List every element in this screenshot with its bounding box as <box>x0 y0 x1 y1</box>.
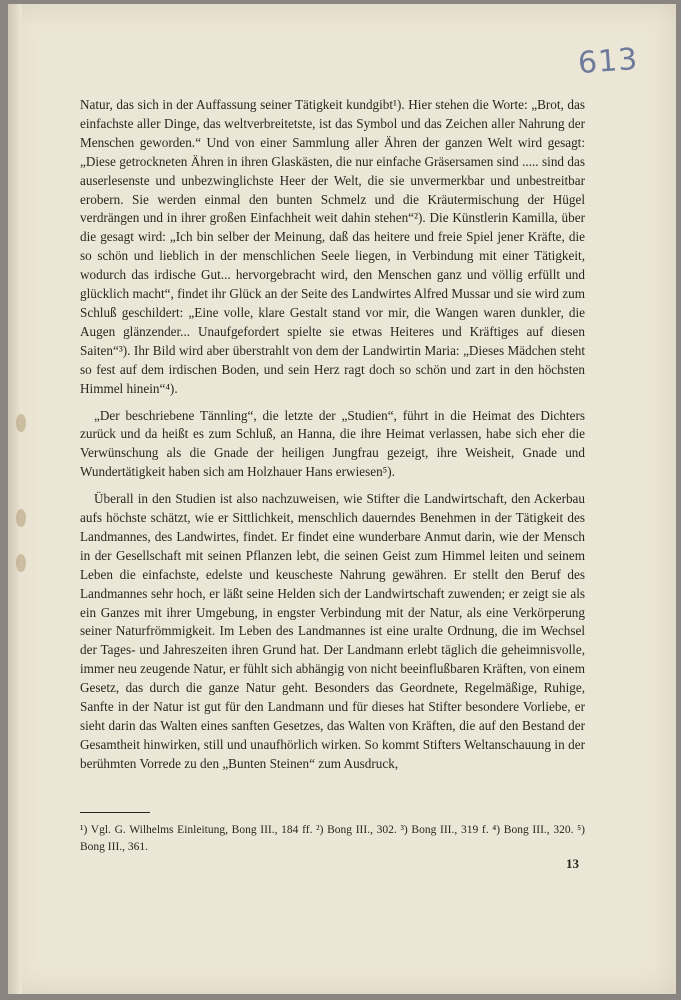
footnote-rule <box>80 812 150 813</box>
binding-stain <box>16 414 26 432</box>
page-number: 13 <box>566 856 579 871</box>
handwritten-folio-number: 613 <box>576 41 640 82</box>
paragraph: „Der beschriebene Tännling“, die letzte der „Studien“, führt in die Heimat des Dichters zurück und da heißt es zum Schluß, an Hanna, die ihre Heimat verlassen, habe sich eher die Verwünschung als die Gnade der heiligen Jungfrau gezeigt, ihre Weisheit, Gnade und Wundertätigkeit haben sich am Holzhauer Hans erwiesen⁵). <box>80 407 585 480</box>
binding-stain <box>16 509 26 527</box>
paragraph: Überall in den Studien ist also nachzuweisen, wie Stifter die Landwirtschaft, den Ackerbau aufs höchste schätzt, wie er Sittlichkeit, menschlich dauerndes Benehmen in der Tätigkeit des Landmannes, des Landwirtes, findet. Er findet eine wunderbare Anmut darin, wie der Mensch in der Gesellschaft mit seinen Pflanzen lebt, die seinen Geist zum Himmel leiten und seinem Leben die einfachste, edelste und keuscheste Nahrung gewähren. Er stellt den Beruf des Landmannes sehr hoch, er läßt seine Helden sich der Landwirtschaft zuwenden; er zeigt sie als ein Ganzes mit ihrer Umgebung, in engster Verbindung mit der Natur, als eine Verkörperung seiner Naturfrömmigkeit. Im Leben des Landmannes ist eine uralte Ordnung, die im Wechsel der Tages- und Jahreszeiten ihren Grund hat. Der Landmann erlebt täglich die geheimnisvolle, immer neu zeugende Natur, er fühlt sich abhängig von nicht beeinflußbaren Kräften, von einem Gesetz, das durch die ganze Natur geht. Besonders das Geordnete, Regelmäßige, Ruhige, Sanfte in der Natur ist gut für den Landmann und für dieses hat Stifter besondere Vorliebe, er sieht darin das Walten eines sanften Gesetzes, das Walten von Kräften, die auf den Bestand der Gesamtheit hinwirken, still und unaufhörlich wirken. So kommt Stifters Weltanschauung in der berühmten Vorrede zu den „Bunten Steinen“ zum Ausdruck, <box>80 491 585 771</box>
body-text <box>80 96 585 782</box>
paragraph: Natur, das sich in der Auffassung seiner Tätigkeit kundgibt¹). Hier stehen die Worte: „Brot, das einfachste aller Dinge, das weltverbreitetste, ist das Symbol und das Zeichen aller Nahrung der Menschen geworden.“ Und von einer Sammlung aller Ähren der ganzen Welt wird gesagt: „Diese getrockneten Ähren in ihren Glaskästen, die nur einfache Gräsersamen sind ..... sind das auserlesenste und unbezwinglichste Heer der Welt, die sie unvermerkbar und unbestreitbar erobern. Sie werden einmal den bunten Schmelz und die Kräutermischung der Hügel verdrängen und in ihrer großen Einfachheit weit dahin stehen“²). Die Künstlerin Kamilla, über die gesagt wird: „Ich bin selber der Meinung, daß das heitere und freie Spiel jener Kräfte, die so schön und lieblich in der menschlichen Seele liegen, in Verbindung mit einer Tätigkeit, wodurch das irdische Gut... hervorgebracht wird, den Menschen ganz und völlig erfüllt und glücklich macht“, findet ihr Glück an der Seite des Landwirtes Alfred Mussar und sie wird zum Schluß geschildert: „Eine volle, klare Gestalt stand vor mir, die Wangen waren dunkler, die Augen glänzender... Unaufgefordert spielte sie etwas Heiteres und Kräftiges auf diesen Saiten“³). Ihr Bild wird aber überstrahlt von dem der Landwirtin Maria: „Dieses Mädchen steht so fest auf dem irdischen Boden, und sein Herz ragt doch so schön und zart in den höchsten Himmel hinein“⁴). <box>80 97 585 396</box>
footnotes: ¹) Vgl. G. Wilhelms Einleitung, Bong III., 184 ff. ²) Bong III., 302. ³) Bong III., 319 f. ⁴) Bong III., 320. ⁵) Bong III., 361. <box>80 824 585 853</box>
binding-stain <box>16 554 26 572</box>
binding-gutter <box>8 4 22 994</box>
